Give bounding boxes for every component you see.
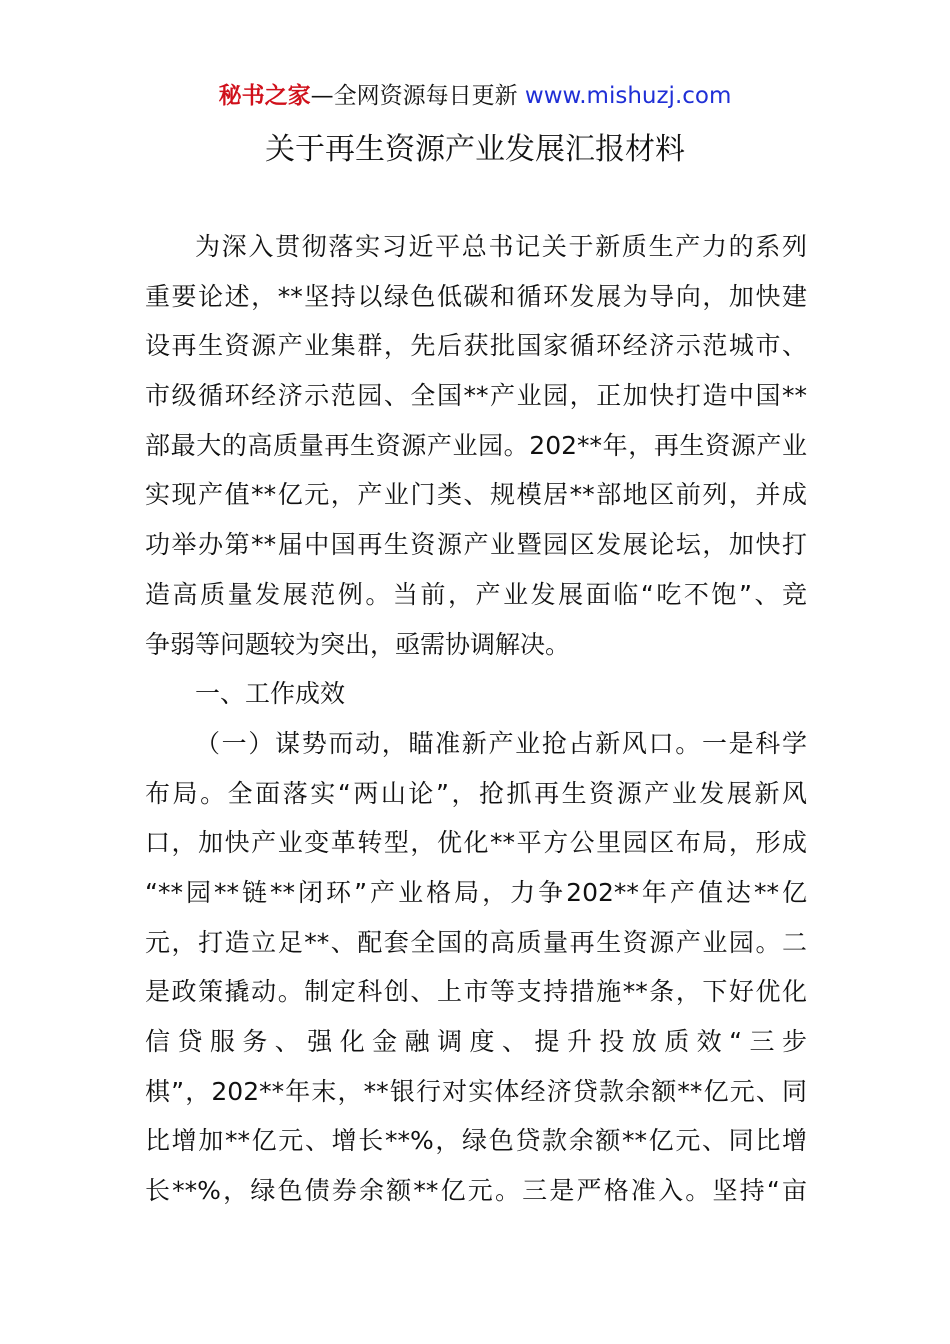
paragraph-line: 信贷服务、强化金融调度、提升投放质效“三步 xyxy=(145,1027,807,1056)
paragraph-line: 实现产值**亿元，产业门类、规模居**部地区前列，并成 xyxy=(145,480,807,510)
site-brand: 秘书之家 xyxy=(218,83,311,109)
site-tagline: —全网资源每日更新 xyxy=(310,83,525,109)
site-url-link[interactable]: www.mishuzj.com xyxy=(524,83,732,109)
paragraph-line: 长**%，绿色债券余额**亿元。三是严格准入。坚持“亩 xyxy=(145,1176,807,1206)
paragraph-line: 功举办第**届中国再生资源产业暨园区发展论坛，加快打 xyxy=(145,530,807,560)
paragraph-line: 比增加**亿元、增长**%，绿色贷款余额**亿元、同比增 xyxy=(145,1126,807,1156)
paragraph-line: 市级循环经济示范园、全国**产业园，正加快打造中国** xyxy=(145,381,807,411)
paragraph-line: 元，打造立足**、配套全国的高质量再生资源产业园。二 xyxy=(145,927,807,957)
paragraph-line: （一）谋势而动，瞄准新产业抢占新风口。一是科学 xyxy=(195,728,807,758)
paragraph-line: 争弱等问题较为突出，亟需协调解决。 xyxy=(145,629,571,659)
site-header xyxy=(0,80,950,112)
paragraph-line: 为深入贯彻落实习近平总书记关于新质生产力的系列 xyxy=(195,232,807,261)
paragraph-line: 口，加快产业变革转型，优化**平方公里园区布局，形成 xyxy=(145,828,807,858)
document-body xyxy=(145,222,807,1216)
paragraph-line: 部最大的高质量再生资源产业园。202**年，再生资源产业 xyxy=(145,430,807,460)
section-heading: 一、工作成效 xyxy=(195,679,346,709)
paragraph-line: 造高质量发展范例。当前，产业发展面临“吃不饱”、竞 xyxy=(145,579,807,609)
paragraph-line: 布局。全面落实“两山论”，抢抓再生资源产业发展新风 xyxy=(145,778,807,808)
paragraph-line: 是政策撬动。制定科创、上市等支持措施**条，下好优化 xyxy=(145,977,807,1007)
paragraph-line: 设再生资源产业集群，先后获批国家循环经济示范城市、 xyxy=(145,331,807,361)
paragraph-line: 棋”，202**年末，**银行对实体经济贷款余额**亿元、同 xyxy=(145,1076,807,1106)
document-title: 关于再生资源产业发展汇报材料 xyxy=(265,132,685,167)
paragraph-line: 重要论述，**坚持以绿色低碳和循环发展为导向，加快建 xyxy=(145,281,807,311)
paragraph-line: “**园**链**闭环”产业格局，力争202**年产值达**亿 xyxy=(145,877,807,907)
